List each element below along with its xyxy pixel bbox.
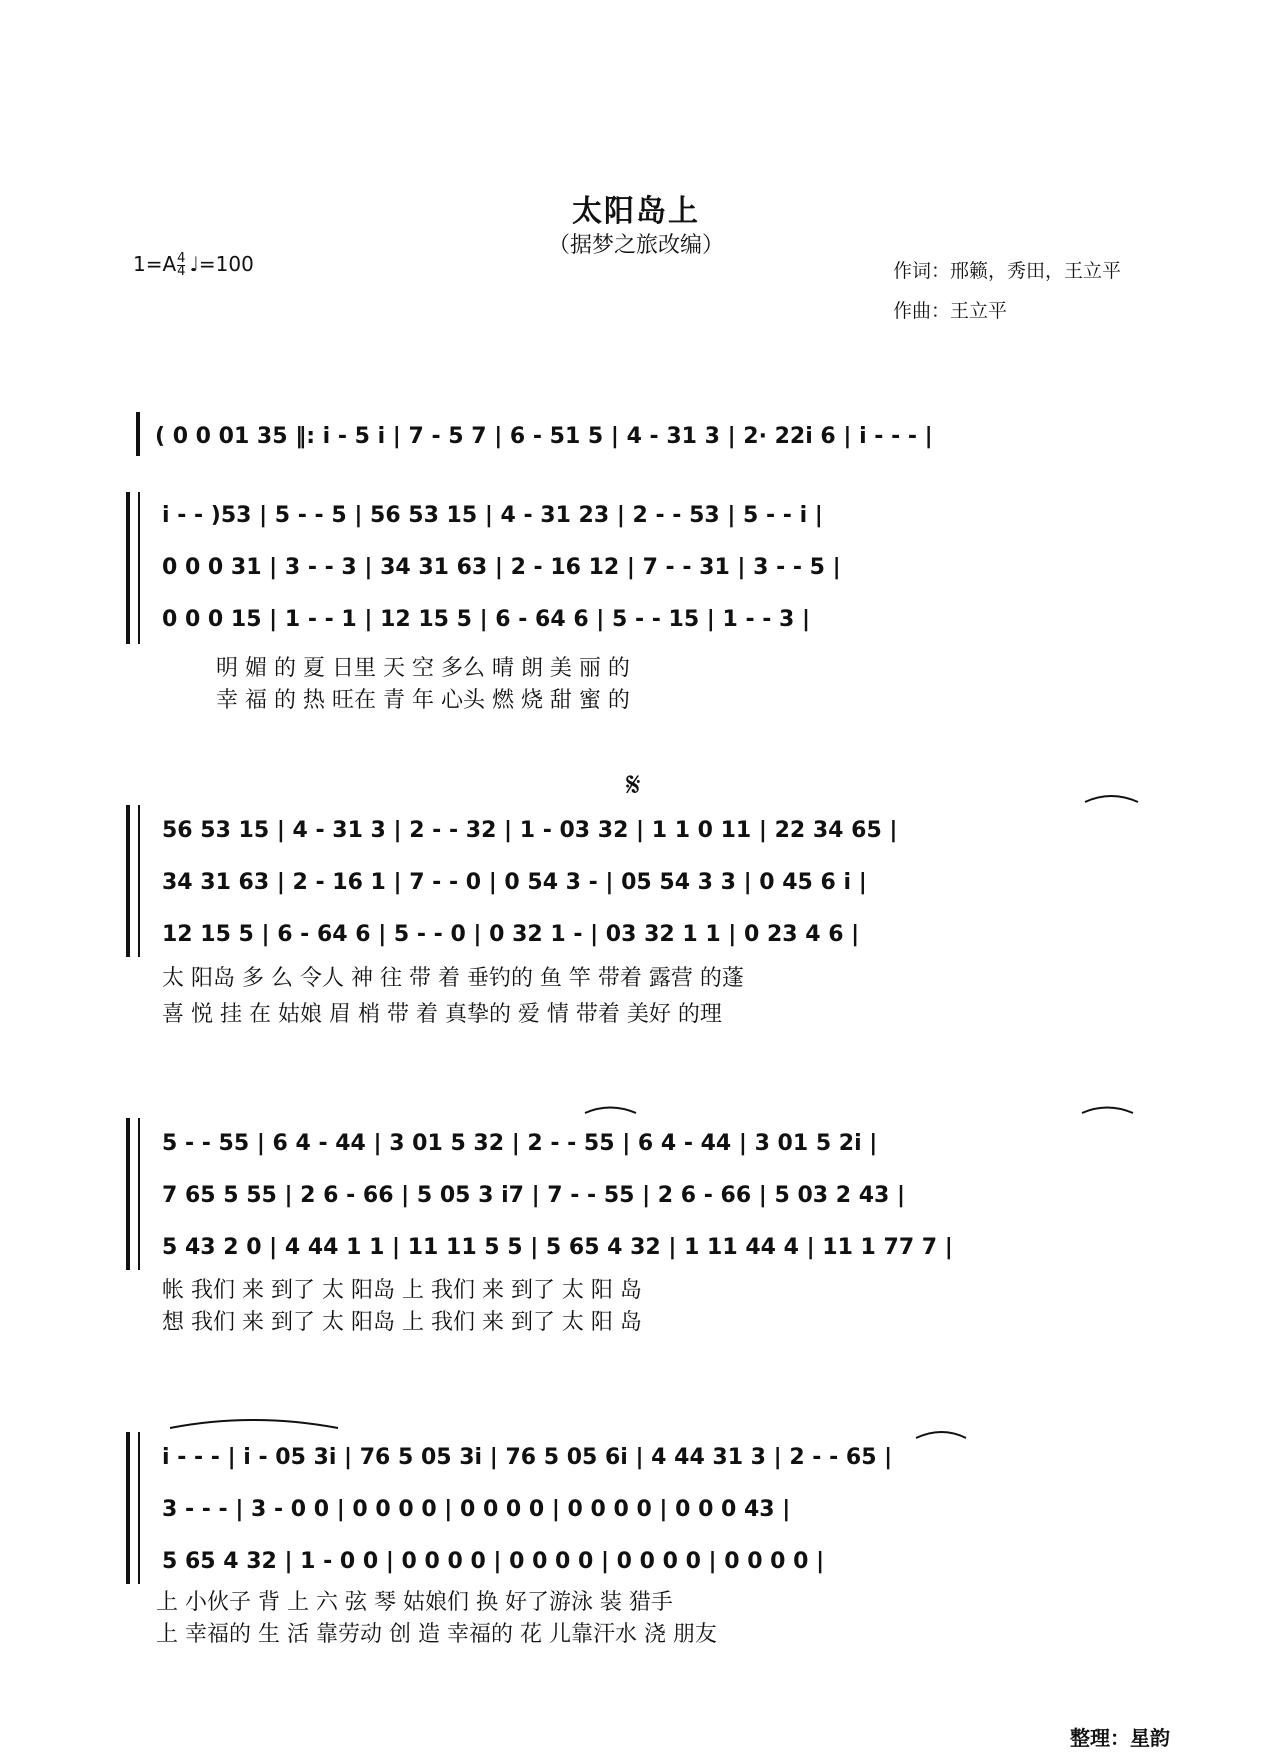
slur-arc xyxy=(916,1432,966,1438)
song-title: 太阳岛上 xyxy=(572,194,700,229)
key-signature: 1=A xyxy=(133,252,177,276)
slur-arc xyxy=(1085,796,1138,802)
notation-row: 5 - - 55 | 6 4 - 44 | 3 01 5 32 | 2 - - 55 | 6 4 - 44 | 3 01 5 2i | xyxy=(162,1131,878,1156)
time-sig-top: 4 xyxy=(177,251,186,266)
notation-row: i - - )53 | 5 - - 5 | 56 53 15 | 4 - 31 23 | 2 - - 53 | 5 - - i | xyxy=(162,503,823,528)
time-sig-bottom: 4 xyxy=(177,264,186,279)
lyricist-credit: 作词：邢籁，秀田，王立平 xyxy=(893,260,1122,282)
notation-row: 7 65 5 55 | 2 6 - 66 | 5 05 3 i7 | 7 - - 55 | 2 6 - 66 | 5 03 2 43 | xyxy=(162,1183,906,1208)
lyric-line: 帐 我们 来 到了 太 阳岛 上 我们 来 到了 太 阳 岛 xyxy=(162,1278,642,1303)
notation-row: 34 31 63 | 2 - 16 1 | 7 - - 0 | 0 54 3 - | 05 54 3 3 | 0 45 6 i | xyxy=(162,870,867,895)
lyric-line: 上 幸福的 生 活 靠劳动 创 造 幸福的 花 儿靠汗水 浇 朋友 xyxy=(156,1622,717,1647)
notation-row: ( 0 0 01 35 ‖: i - 5 i | 7 - 5 7 | 6 - 51 5 | 4 - 31 3 | 2· 22i 6 | i - - - | xyxy=(155,424,933,449)
segno-sign: 𝄋 xyxy=(626,765,641,805)
slur-arc xyxy=(170,1420,338,1428)
lyric-line: 明 媚 的 夏 日里 天 空 多么 晴 朗 美 丽 的 xyxy=(216,656,630,681)
notation-row: 56 53 15 | 4 - 31 3 | 2 - - 32 | 1 - 03 32 | 1 1 0 11 | 22 34 65 | xyxy=(162,818,898,843)
song-subtitle: （据梦之旅改编） xyxy=(547,233,724,258)
lyric-line: 幸 福 的 热 旺在 青 年 心头 燃 烧 甜 蜜 的 xyxy=(216,688,630,713)
notation-row: 3 - - - | 3 - 0 0 | 0 0 0 0 | 0 0 0 0 | 0 0 0 0 | 0 0 0 43 | xyxy=(162,1497,791,1522)
slur-arc xyxy=(585,1108,636,1114)
composer-credit: 作曲：王立平 xyxy=(893,300,1008,322)
lyric-line: 想 我们 来 到了 太 阳岛 上 我们 来 到了 太 阳 岛 xyxy=(162,1310,642,1335)
lyric-line: 太 阳岛 多 么 令人 神 往 带 着 垂钓的 鱼 竿 带着 露营 的蓬 xyxy=(162,966,744,991)
notation-row: 5 65 4 32 | 1 - 0 0 | 0 0 0 0 | 0 0 0 0 | 0 0 0 0 | 0 0 0 0 | xyxy=(162,1549,825,1574)
slur-arc xyxy=(1082,1108,1133,1114)
notation-row: i - - - | i - 05 3i | 76 5 05 3i | 76 5 05 6i | 4 44 31 3 | 2 - - 65 | xyxy=(162,1445,893,1470)
notation-row: 0 0 0 31 | 3 - - 3 | 34 31 63 | 2 - 16 12 | 7 - - 31 | 3 - - 5 | xyxy=(162,555,841,580)
tempo-marking: ♩=100 xyxy=(189,252,254,276)
notation-row: 12 15 5 | 6 - 64 6 | 5 - - 0 | 0 32 1 - | 03 32 1 1 | 0 23 4 6 | xyxy=(162,922,860,947)
notation-row: 0 0 0 15 | 1 - - 1 | 12 15 5 | 6 - 64 6 | 5 - - 15 | 1 - - 3 | xyxy=(162,607,811,632)
arranger-credit: 整理：星韵 xyxy=(1070,1726,1170,1750)
lyric-line: 上 小伙子 背 上 六 弦 琴 姑娘们 换 好了游泳 装 猎手 xyxy=(156,1590,673,1615)
notation-row: 5 43 2 0 | 4 44 1 1 | 11 11 5 5 | 5 65 4 32 | 1 11 44 4 | 11 1 77 7 | xyxy=(162,1235,953,1260)
lyric-line: 喜 悦 挂 在 姑娘 眉 梢 带 着 真挚的 爱 情 带着 美好 的理 xyxy=(162,1002,722,1027)
